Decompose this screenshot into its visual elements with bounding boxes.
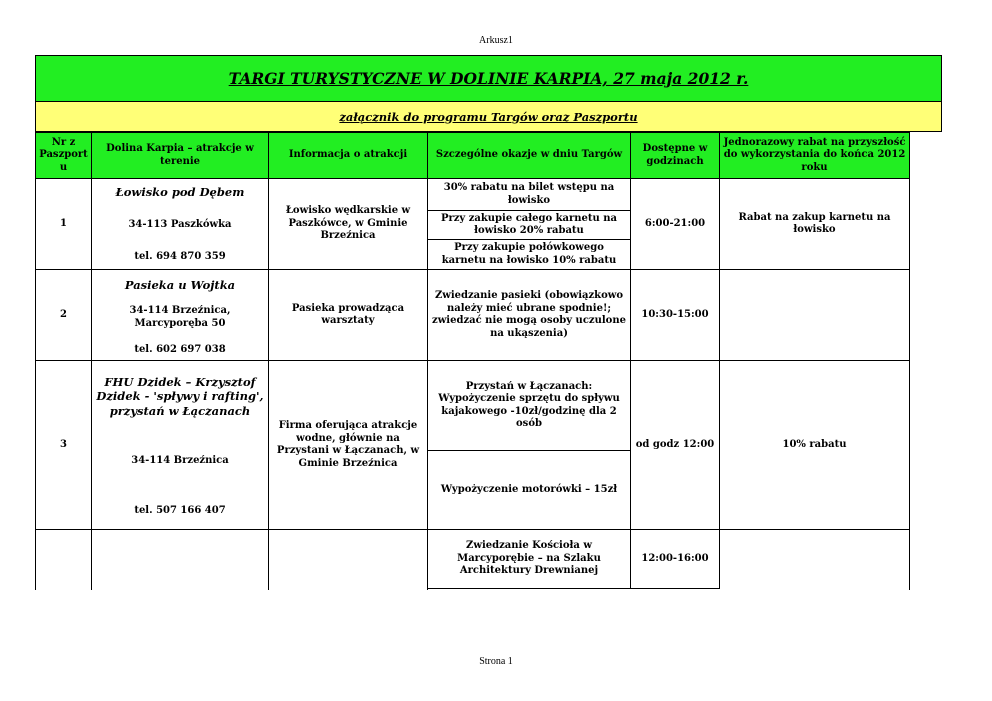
row1-hours: 6:00-21:00 — [631, 179, 720, 270]
row3-address: 34-114 Brzeźnica — [131, 455, 229, 467]
row3-name: FHU Dzidek – Krzysztof Dzidek - 'spływy i rafting', przystań w Łączanach — [96, 375, 264, 418]
row3-rabat: 10% rabatu — [720, 361, 910, 530]
row2-address: 34-114 Brzeźnica, Marcyporęba 50 — [129, 305, 231, 329]
col-header-dolina: Dolina Karpia – atrakcje w terenie — [92, 132, 269, 179]
row3-phone: tel. 507 166 407 — [134, 504, 226, 516]
row4-attraction — [92, 530, 269, 590]
row2-phone: tel. 602 697 038 — [134, 343, 226, 355]
row1-address: 34-113 Paszkówka — [128, 218, 232, 230]
row2-hours: 10:30-15:00 — [631, 270, 720, 361]
title-band — [35, 55, 942, 102]
row1-okazja-2: Przy zakupie całego karnetu na łowisko 20% rabatu — [428, 211, 631, 240]
row4-info — [269, 530, 428, 590]
col-header-nr: Nr z Paszport u — [35, 132, 92, 179]
document-title: TARGI TURYSTYCZNE W DOLINIE KARPIA, 27 maja 2012 r. — [228, 69, 749, 88]
row4-rabat — [720, 530, 910, 590]
row1-okazja-3: Przy zakupie połówkowego karnetu na łowisko 10% rabatu — [428, 240, 631, 270]
row2-nr: 2 — [35, 270, 92, 361]
row3-hours: od godz 12:00 — [631, 361, 720, 530]
subtitle-band — [35, 102, 942, 132]
row1-info: Łowisko wędkarskie w Paszkówce, w Gminie Brzeźnica — [269, 179, 428, 270]
document-subtitle: załącznik do programu Targów oraz Paszportu — [339, 109, 638, 124]
page-footer: Strona 1 — [479, 656, 513, 667]
col-header-info: Informacja o atrakcji — [269, 132, 428, 179]
row4-okazja-1: Zwiedzanie Kościoła w Marcyporębie – na Szlaku Architektury Drewnianej — [428, 530, 631, 589]
row4-nr — [35, 530, 92, 590]
row3-attraction — [92, 361, 269, 530]
row1-name: Łowisko pod Dębem — [115, 185, 245, 199]
row4-hours: 12:00-16:00 — [631, 530, 720, 589]
row1-phone: tel. 694 870 359 — [134, 250, 226, 262]
row3-nr: 3 — [35, 361, 92, 530]
col-header-dostepne: Dostępne w godzinach — [631, 132, 720, 179]
col-header-okazje: Szczególne okazje w dniu Targów — [428, 132, 631, 179]
row2-rabat — [720, 270, 910, 361]
row3-okazja-1: Przystań w Łączanach: Wypożyczenie sprzętu do spływu kajakowego -10zł/godzinę dla 2 osób — [428, 361, 631, 451]
row2-attraction — [92, 270, 269, 361]
row3-okazja-2: Wypożyczenie motorówki – 15zł — [428, 451, 631, 530]
row1-okazja-1: 30% rabatu na bilet wstępu na łowisko — [428, 179, 631, 211]
row1-rabat: Rabat na zakup karnetu na łowisko — [720, 179, 910, 270]
page-header: Arkusz1 — [479, 35, 513, 46]
row2-okazja-1: Zwiedzanie pasieki (obowiązkowo należy mieć ubrane spodnie!; zwiedzać nie mogą osoby uczulone na ukąszenia) — [428, 270, 631, 361]
row1-nr: 1 — [35, 179, 92, 270]
row2-name: Pasieka u Wojtka — [124, 278, 236, 292]
row3-info: Firma oferująca atrakcje wodne, głównie na Przystani w Łączanach, w Gminie Brzeźnica — [269, 361, 428, 530]
col-header-rabat: Jednorazowy rabat na przyszłość do wykorzystania do końca 2012 roku — [720, 132, 910, 179]
row1-attraction — [92, 179, 269, 270]
row2-info: Pasieka prowadząca warsztaty — [269, 270, 428, 361]
